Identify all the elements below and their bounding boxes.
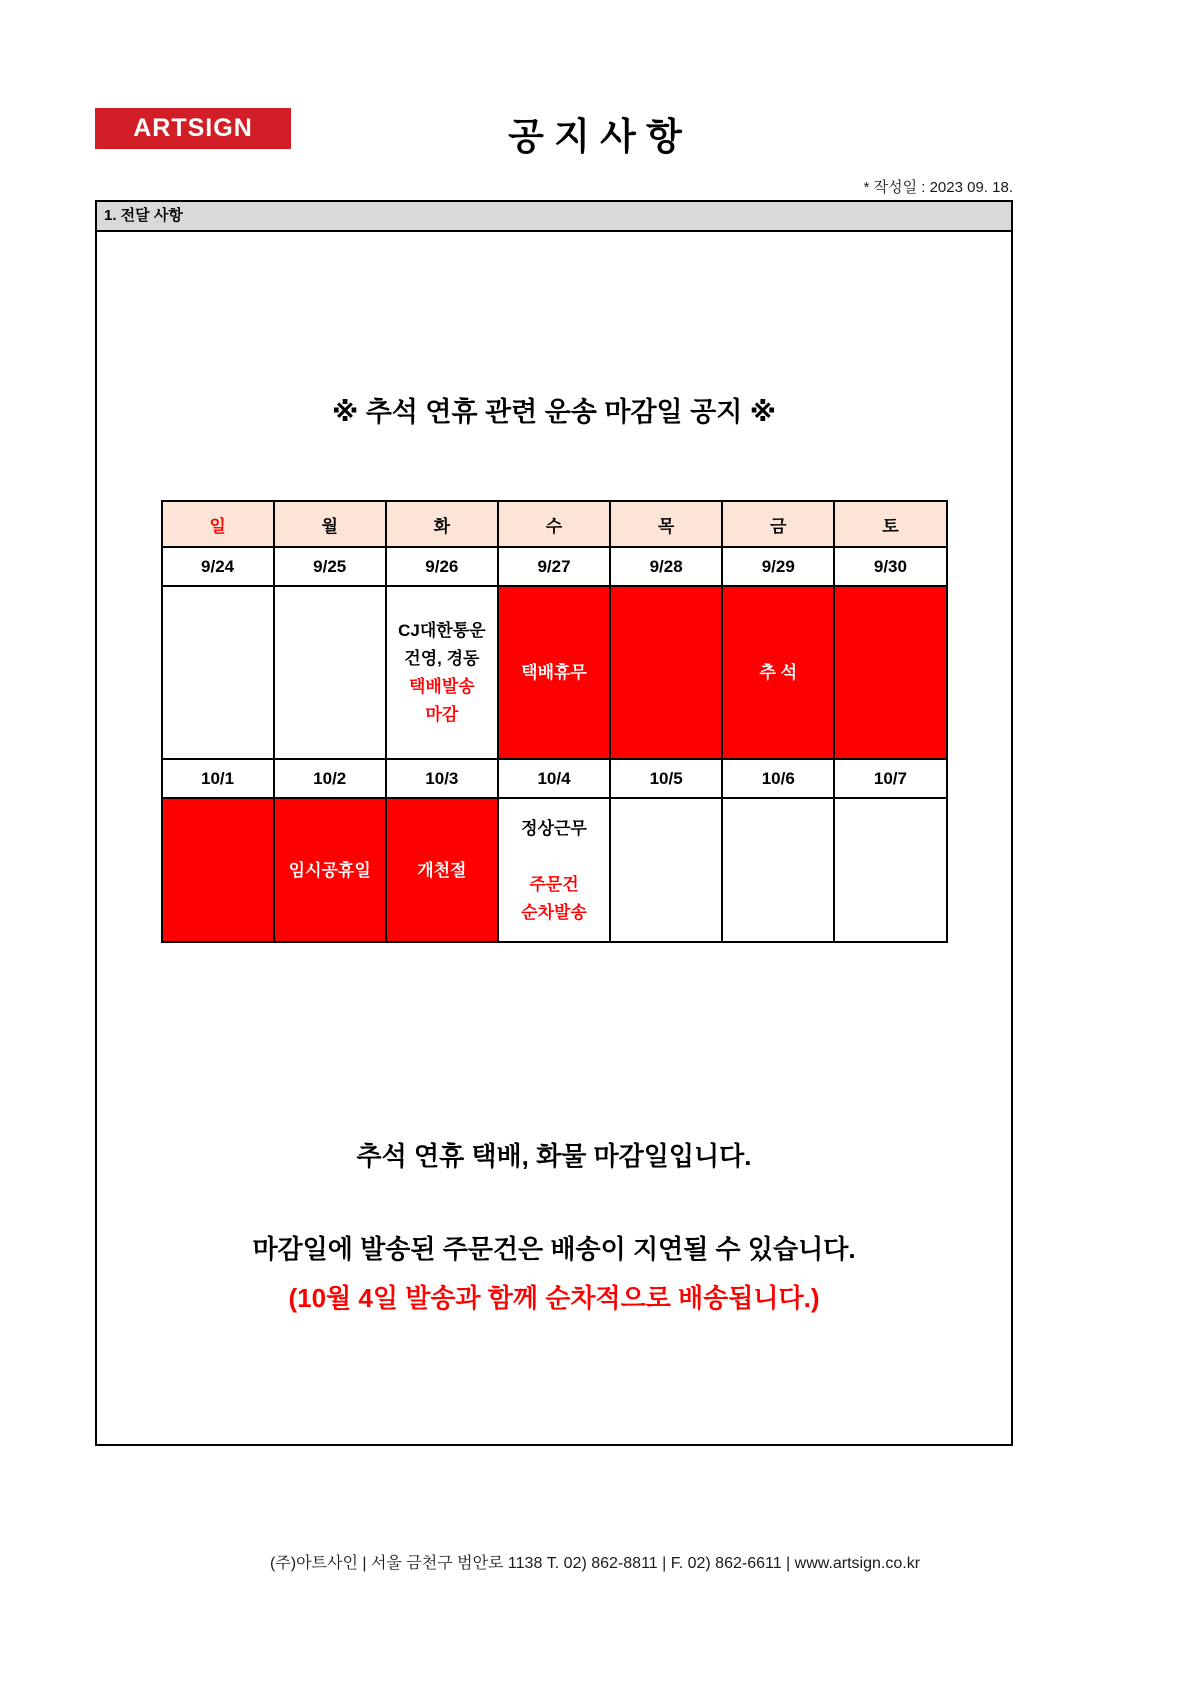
calendar-cell-line: 건영, 경동: [404, 649, 480, 668]
calendar-cell-line: 택배휴무: [521, 663, 587, 682]
day-header-cell: 토: [834, 501, 946, 547]
date-cell: 10/6: [722, 759, 834, 798]
date-cell: 10/4: [498, 759, 610, 798]
calendar-cell-line: 추 석: [759, 663, 798, 682]
calendar-content-cell: [834, 586, 946, 759]
calendar-cell-line: CJ대한통운: [398, 621, 486, 640]
calendar-content-cell: [386, 798, 498, 942]
calendar-content-cell: [274, 798, 386, 942]
notice-box: [95, 200, 1013, 1446]
date-cell: 10/5: [610, 759, 722, 798]
day-header-cell: 일: [162, 501, 274, 547]
date-cell: 9/27: [498, 547, 610, 586]
date-cell: 9/29: [722, 547, 834, 586]
calendar-content-cell: [498, 798, 610, 942]
section-header: 1. 전달 사항: [97, 202, 1011, 232]
notice-title: ※ 추석 연휴 관련 운송 마감일 공지 ※: [331, 397, 777, 427]
page-title: 공 지 사 항: [508, 116, 682, 157]
date-cell: 10/1: [162, 759, 274, 798]
calendar-cell-line: 택배발송: [409, 677, 475, 696]
calendar-content-cell: [386, 586, 498, 759]
calendar-content-cell: [610, 798, 722, 942]
calendar-content-cell: [610, 586, 722, 759]
day-header-cell: 수: [498, 501, 610, 547]
calendar-content-cell: [162, 586, 274, 759]
calendar-content-cell: [834, 798, 946, 942]
date-cell: 9/26: [386, 547, 498, 586]
day-header-cell: 화: [386, 501, 498, 547]
date-cell: 9/30: [834, 547, 946, 586]
calendar-content-cell: [722, 798, 834, 942]
message-deadline: 추석 연휴 택배, 화물 마감일입니다.: [356, 1141, 752, 1171]
day-header-cell: 금: [722, 501, 834, 547]
day-header-cell: 월: [274, 501, 386, 547]
artsign-logo-text: ARTSIGN: [133, 114, 253, 142]
message-resume: (10월 4일 발송과 함께 순차적으로 배송됩니다.): [288, 1283, 820, 1313]
date-cell: 9/24: [162, 547, 274, 586]
date-cell: 10/7: [834, 759, 946, 798]
notice-messages: [97, 1136, 1011, 1315]
date-cell: 10/2: [274, 759, 386, 798]
calendar-cell-line: 순차발송: [521, 902, 587, 922]
company-footer: (주)아트사인 | 서울 금천구 범안로 1138 T. 02) 862-8811 | F. 02) 862-6611 | www.artsign.co.kr: [269, 1555, 921, 1572]
message-delay: 마감일에 발송된 주문건은 배송이 지연될 수 있습니다.: [252, 1234, 856, 1264]
date-cell: 9/28: [610, 547, 722, 586]
calendar-cell-line: 개천절: [417, 860, 467, 880]
date-cell: 9/25: [274, 547, 386, 586]
calendar-content-cell: [722, 586, 834, 759]
calendar-cell-line: 정상근무: [521, 818, 587, 838]
calendar-cell-line: 주문건: [529, 874, 579, 894]
calendar-cell-line: 임시공휴일: [288, 860, 371, 880]
calendar-cell-line: [499, 842, 609, 870]
calendar-table: [161, 500, 948, 943]
written-date: * 작성일 : 2023 09. 18.: [863, 179, 1013, 196]
day-header-cell: 목: [610, 501, 722, 547]
calendar-content-cell: [274, 586, 386, 759]
calendar-content-cell: [162, 798, 274, 942]
calendar-cell-line: 마감: [425, 705, 459, 724]
calendar-content-cell: [498, 586, 610, 759]
date-cell: 10/3: [386, 759, 498, 798]
